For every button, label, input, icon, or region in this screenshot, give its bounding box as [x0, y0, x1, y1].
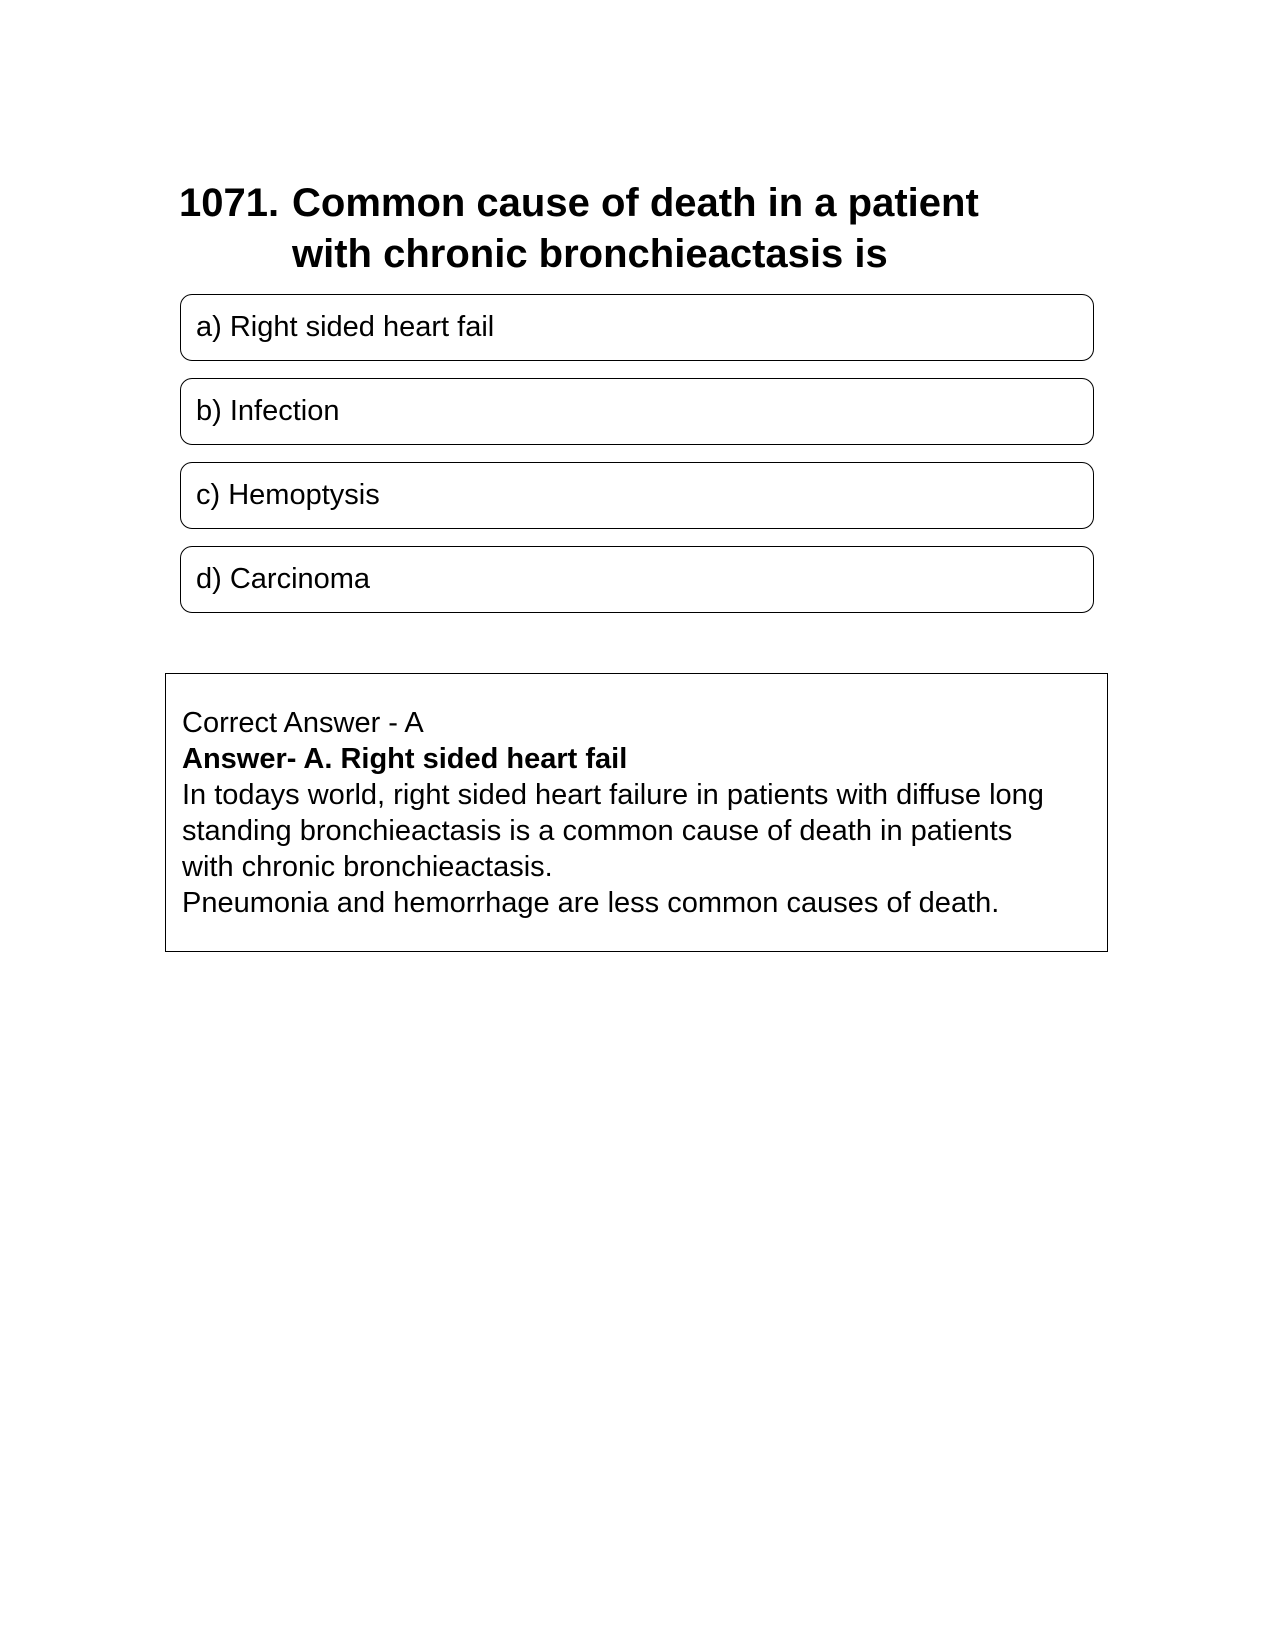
option-c[interactable]: c) Hemoptysis: [180, 462, 1094, 529]
option-d[interactable]: d) Carcinoma: [180, 546, 1094, 613]
explanation-line: Pneumonia and hemorrhage are less common causes of death.: [182, 887, 1000, 919]
explanation-line: In todays world, right sided heart failure in patients with diffuse long: [182, 779, 1044, 811]
question-number: 1071.: [179, 181, 280, 225]
question-heading: [179, 178, 1079, 280]
answer-heading: Answer- A. Right sided heart fail: [182, 743, 628, 775]
answer-box: [165, 673, 1108, 952]
question-text-line: with chronic bronchieactasis is: [292, 232, 888, 276]
question-text-line: Common cause of death in a patient: [292, 181, 979, 225]
option-a[interactable]: a) Right sided heart fail: [180, 294, 1094, 361]
option-b[interactable]: b) Infection: [180, 378, 1094, 445]
explanation-line: standing bronchieactasis is a common cause of death in patients: [182, 815, 1013, 847]
correct-answer: Correct Answer - A: [182, 707, 424, 739]
question-text: [292, 178, 1079, 280]
explanation-line: with chronic bronchieactasis.: [182, 851, 553, 883]
